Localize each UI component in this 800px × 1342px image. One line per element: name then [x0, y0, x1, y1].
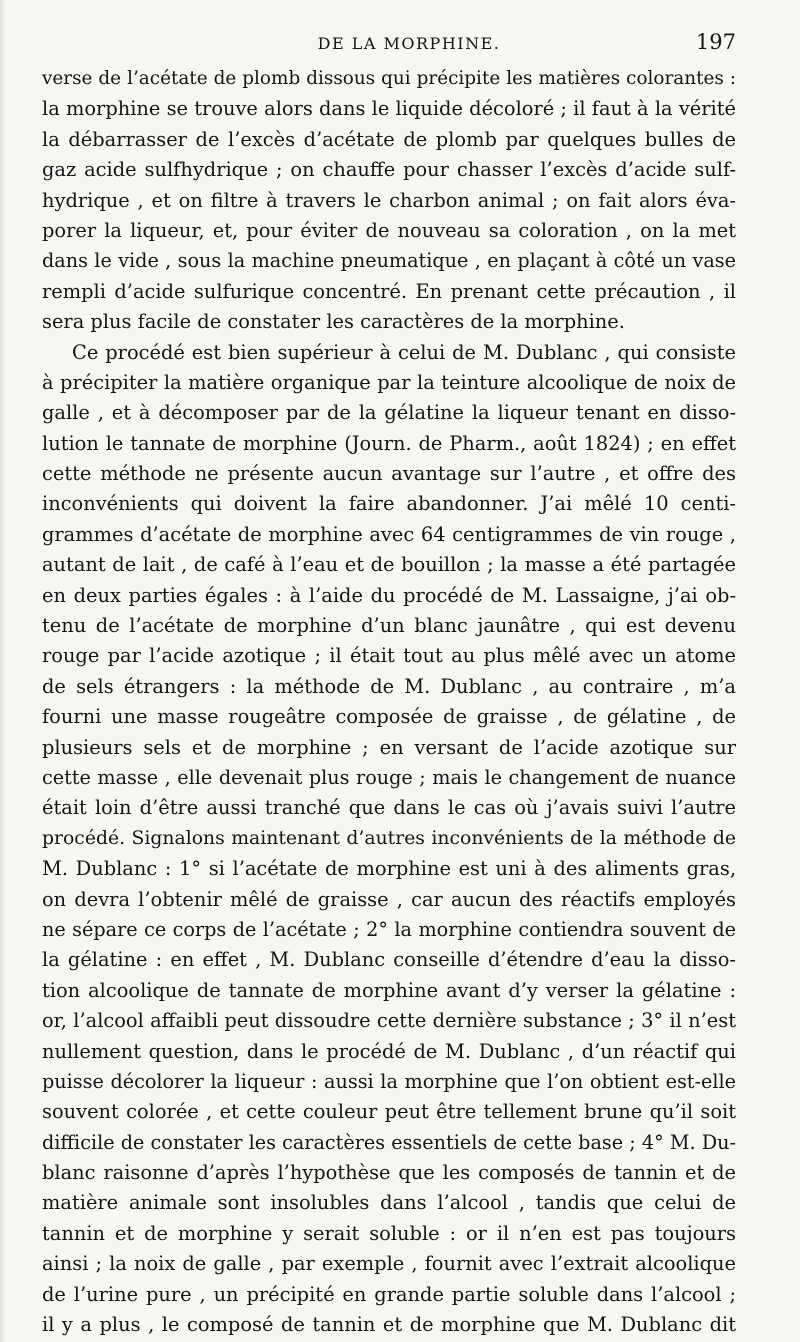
text-line: porer la liqueur, et, pour éviter de nouveau sa coloration , on la met	[42, 218, 736, 242]
text-line: en deux parties égales : à l’aide du procédé de M. Lassaigne, j’ai ob-	[42, 583, 736, 607]
text-line: gaz acide sulfhydrique ; on chauffe pour chasser l’excès d’acide sulf-	[42, 158, 736, 182]
text-line: tion alcoolique de tannate de morphine avant d’y verser la gélatine :	[42, 978, 736, 1002]
text-line: blanc raisonne d’après l’hypothèse que les composés de tannin et de	[42, 1161, 736, 1185]
text-line: verse de l’acétate de plomb dissous qui précipite les matières colorantes :	[42, 68, 736, 89]
text-line: matière animale sont insolubles dans l’alcool , tandis que celui de	[42, 1191, 736, 1215]
text-line: inconvénients qui doivent la faire abandonner. J’ai mêlé 10 centi-	[42, 492, 736, 516]
text-line: nullement question, dans le procédé de M. Dublanc , d’un réactif qui	[42, 1039, 736, 1063]
text-line: on devra l’obtenir mêlé de graisse , car aucun des réactifs employés	[42, 887, 736, 911]
text-line: procédé. Signalons maintenant d’autres inconvénients de la méthode de	[42, 827, 736, 849]
text-line: puisse décolorer la liqueur : aussi la morphine que l’on obtient est-elle	[42, 1069, 736, 1093]
text-line: dans le vide , sous la machine pneumatique , en plaçant à côté un vase	[42, 249, 736, 273]
text-line: fourni une masse rougeâtre composée de graisse , de gélatine , de	[42, 705, 736, 729]
text-line: la morphine se trouve alors dans le liquide décoloré ; il faut à la vérité	[42, 97, 736, 121]
text-line: grammes d’acétate de morphine avec 64 centigrammes de vin rouge ,	[42, 522, 736, 546]
text-line: Ce procédé est bien supérieur à celui de M. Dublanc , qui consiste	[72, 340, 736, 364]
text-line: de l’urine pure , un précipité en grande partie soluble dans l’alcool ;	[42, 1282, 736, 1306]
text-line: il y a plus , le composé de tannin et de morphine que M. Dublanc dit	[42, 1313, 736, 1337]
text-line: ne sépare ce corps de l’acétate ; 2° la morphine contiendra souvent de	[42, 917, 736, 941]
text-line: rouge par l’acide azotique ; il était tout au plus mêlé avec un atome	[42, 644, 736, 668]
text-line: cette méthode ne présente aucun avantage sur l’autre , et offre des	[42, 462, 736, 486]
text-line: souvent colorée , et cette couleur peut être tellement brune qu’il soit	[42, 1100, 736, 1124]
text-line: or, l’alcool affaibli peut dissoudre cette dernière substance ; 3° il n’est	[42, 1009, 736, 1033]
text-line: ainsi ; la noix de galle , par exemple , fournit avec l’extrait alcoolique	[42, 1252, 736, 1276]
text-line: de sels étrangers : la méthode de M. Dublanc , au contraire , m’a	[42, 674, 736, 698]
text-line: la gélatine : en effet , M. Dublanc conseille d’étendre d’eau la disso-	[42, 948, 736, 972]
text-line: sera plus facile de constater les caractères de la morphine.	[42, 310, 625, 334]
text-line: rempli d’acide sulfurique concentré. En prenant cette précaution , il	[42, 279, 736, 303]
page-number: 197	[695, 30, 736, 54]
text-line: tenu de l’acétate de morphine d’un blanc jaunâtre , qui est devenu	[42, 614, 736, 638]
body-text	[42, 64, 736, 1340]
running-title: DE LA MORPHINE.	[317, 34, 501, 53]
text-line: galle , et à décomposer par de la gélatine la liqueur tenant en disso-	[42, 401, 736, 425]
running-head	[42, 32, 736, 60]
text-line: à précipiter la matière organique par la teinture alcoolique de noix de	[42, 370, 736, 394]
text-line: cette masse , elle devenait plus rouge ; mais le changement de nuance	[42, 765, 736, 789]
text-line: était loin d’être aussi tranché que dans le cas où j’avais suivi l’autre	[42, 796, 736, 820]
text-line: M. Dublanc : 1° si l’acétate de morphine est uni à des aliments gras,	[42, 857, 736, 881]
text-line: lution le tannate de morphine (Journ. de Pharm., août 1824) ; en effet	[42, 431, 736, 455]
text-line: difficile de constater les caractères essentiels de cette base ; 4° M. Du-	[42, 1130, 736, 1154]
text-line: hydrique , et on filtre à travers le charbon animal ; on fait alors éva-	[42, 188, 736, 212]
text-line: autant de lait , de café à l’eau et de bouillon ; la masse a été partagée	[42, 553, 736, 577]
text-line: tannin et de morphine y serait soluble : or il n’en est pas toujours	[42, 1221, 736, 1245]
text-line: plusieurs sels et de morphine ; en versant de l’acide azotique sur	[42, 735, 736, 759]
text-line: la débarrasser de l’excès d’acétate de plomb par quelques bulles de	[42, 127, 736, 151]
